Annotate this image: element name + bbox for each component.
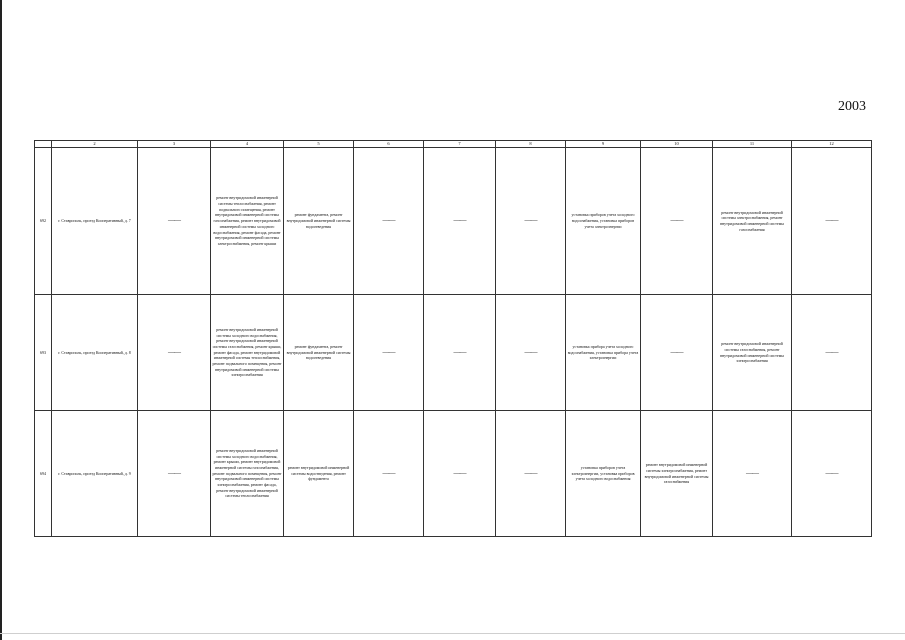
header-cell bbox=[35, 141, 52, 148]
dash: —— bbox=[168, 347, 180, 356]
header-cell: 4 bbox=[211, 141, 284, 148]
dash: —— bbox=[168, 216, 180, 225]
table-cell bbox=[496, 295, 566, 411]
dash: —— bbox=[825, 347, 838, 356]
dash: —— bbox=[524, 347, 537, 356]
table-cell bbox=[138, 411, 211, 537]
table-cell bbox=[424, 411, 496, 537]
table-cell: установка приборов учета холодного водоснабжения, установка приборов учета электроэнергии bbox=[566, 148, 641, 295]
table-cell: ремонт внутридомовой инженерной системы водоотведения, ремонт фундамента bbox=[284, 411, 354, 537]
dash: —— bbox=[825, 216, 838, 225]
table-cell bbox=[496, 148, 566, 295]
page-bottom-line bbox=[0, 633, 905, 634]
table-cell: ремонт внутридомовой инженерной системы газоснабжения, ремонт внутридомовой инженерной системы электроснабжения bbox=[713, 295, 792, 411]
header-cell: 7 bbox=[424, 141, 496, 148]
table-cell bbox=[138, 148, 211, 295]
repair-schedule-table bbox=[34, 140, 872, 537]
dash: —— bbox=[524, 468, 537, 477]
table-cell bbox=[138, 295, 211, 411]
header-cell: 12 bbox=[792, 141, 872, 148]
table-cell bbox=[792, 148, 872, 295]
table-row bbox=[35, 148, 872, 295]
table-cell: ремонт внутридомовой инженерной системы холодного водоснабжения, ремонт крыши, ремонт внутридомовой инженерной системы газоснабжения, ремонт подвального помещения, ремонт внутридомовой инженерной системы электроснабжения, ремонт фасада, ремонт внутридомовой инженерной системы теплоснабжения bbox=[211, 411, 284, 537]
dash: —— bbox=[746, 468, 758, 477]
table-cell: установка прибора учета холодного водоснабжения, установка прибора учета электроэнергии bbox=[566, 295, 641, 411]
header-cell: 11 bbox=[713, 141, 792, 148]
header-cell: 9 bbox=[566, 141, 641, 148]
table-cell bbox=[641, 148, 713, 295]
row-number: 692 bbox=[35, 148, 52, 295]
page-left-border bbox=[0, 0, 2, 640]
header-cell: 6 bbox=[354, 141, 424, 148]
table-cell bbox=[792, 295, 872, 411]
header-cell: 2 bbox=[52, 141, 138, 148]
dash: —— bbox=[453, 347, 466, 356]
table-cell bbox=[424, 295, 496, 411]
column-number-row bbox=[35, 141, 872, 148]
dash: —— bbox=[382, 468, 395, 477]
address-cell: г. Ставрополь, проезд Кооперативный, д. 9 bbox=[52, 411, 138, 537]
dash: —— bbox=[524, 216, 537, 225]
header-cell: 3 bbox=[138, 141, 211, 148]
table-cell bbox=[641, 295, 713, 411]
dash: —— bbox=[453, 216, 466, 225]
table-cell: ремонт фундамента, ремонт внутридомовой инженерной системы водоотведения bbox=[284, 148, 354, 295]
table-cell: установка приборов учета электроэнергии, установка приборов учета холодного водоснабжения bbox=[566, 411, 641, 537]
header-cell: 5 bbox=[284, 141, 354, 148]
table-cell: ремонт внутридомовой инженерной системы холодного водоснабжения, ремонт внутридомовой инженерной системы газоснабжения, ремонт крыши, ремонт фасада, ремонт внутридомовой инженерной системы теплоснабжения, ремонт подвального помещения, ремонт внутридомовой инженерной системы электроснабжения bbox=[211, 295, 284, 411]
table-cell bbox=[424, 148, 496, 295]
dash: —— bbox=[453, 468, 466, 477]
table-row bbox=[35, 411, 872, 537]
row-number: 694 bbox=[35, 411, 52, 537]
table-cell bbox=[354, 148, 424, 295]
header-cell: 8 bbox=[496, 141, 566, 148]
table-cell bbox=[713, 411, 792, 537]
table-cell bbox=[496, 411, 566, 537]
address-cell: г. Ставрополь, проезд Кооперативный, д. 8 bbox=[52, 295, 138, 411]
table-cell: ремонт внутридомовой инженерной системы теплоснабжения, ремонт подвального помещения, ремонт внутридомовой инженерной системы газоснабжения, ремонт внутридомовой инженерной системы холодного водоснабжения, ремонт фасада, ремонт внутридомовой инженерной системы электроснабжения, ремонт крыши bbox=[211, 148, 284, 295]
dash: —— bbox=[670, 347, 683, 356]
row-number: 693 bbox=[35, 295, 52, 411]
dash: —— bbox=[382, 347, 395, 356]
table-cell: ремонт фундамента, ремонт внутридомовой инженерной системы водоотведения bbox=[284, 295, 354, 411]
dash: —— bbox=[670, 216, 683, 225]
page-number: 2003 bbox=[838, 99, 866, 114]
table-cell bbox=[354, 411, 424, 537]
dash: —— bbox=[382, 216, 395, 225]
table-cell bbox=[354, 295, 424, 411]
table-cell: ремонт внутридомовой инженерной системы электроснабжения, ремонт внутридомовой инженерной системы газоснабжения bbox=[641, 411, 713, 537]
table-row bbox=[35, 295, 872, 411]
table-cell: ремонт внутридомовой инженерной системы электроснабжения, ремонт внутридомовой инженерной системы газоснабжения bbox=[713, 148, 792, 295]
dash: —— bbox=[168, 468, 180, 477]
table-cell bbox=[792, 411, 872, 537]
dash: —— bbox=[825, 468, 838, 477]
address-cell: г. Ставрополь, проезд Кооперативный, д. 7 bbox=[52, 148, 138, 295]
header-cell: 10 bbox=[641, 141, 713, 148]
